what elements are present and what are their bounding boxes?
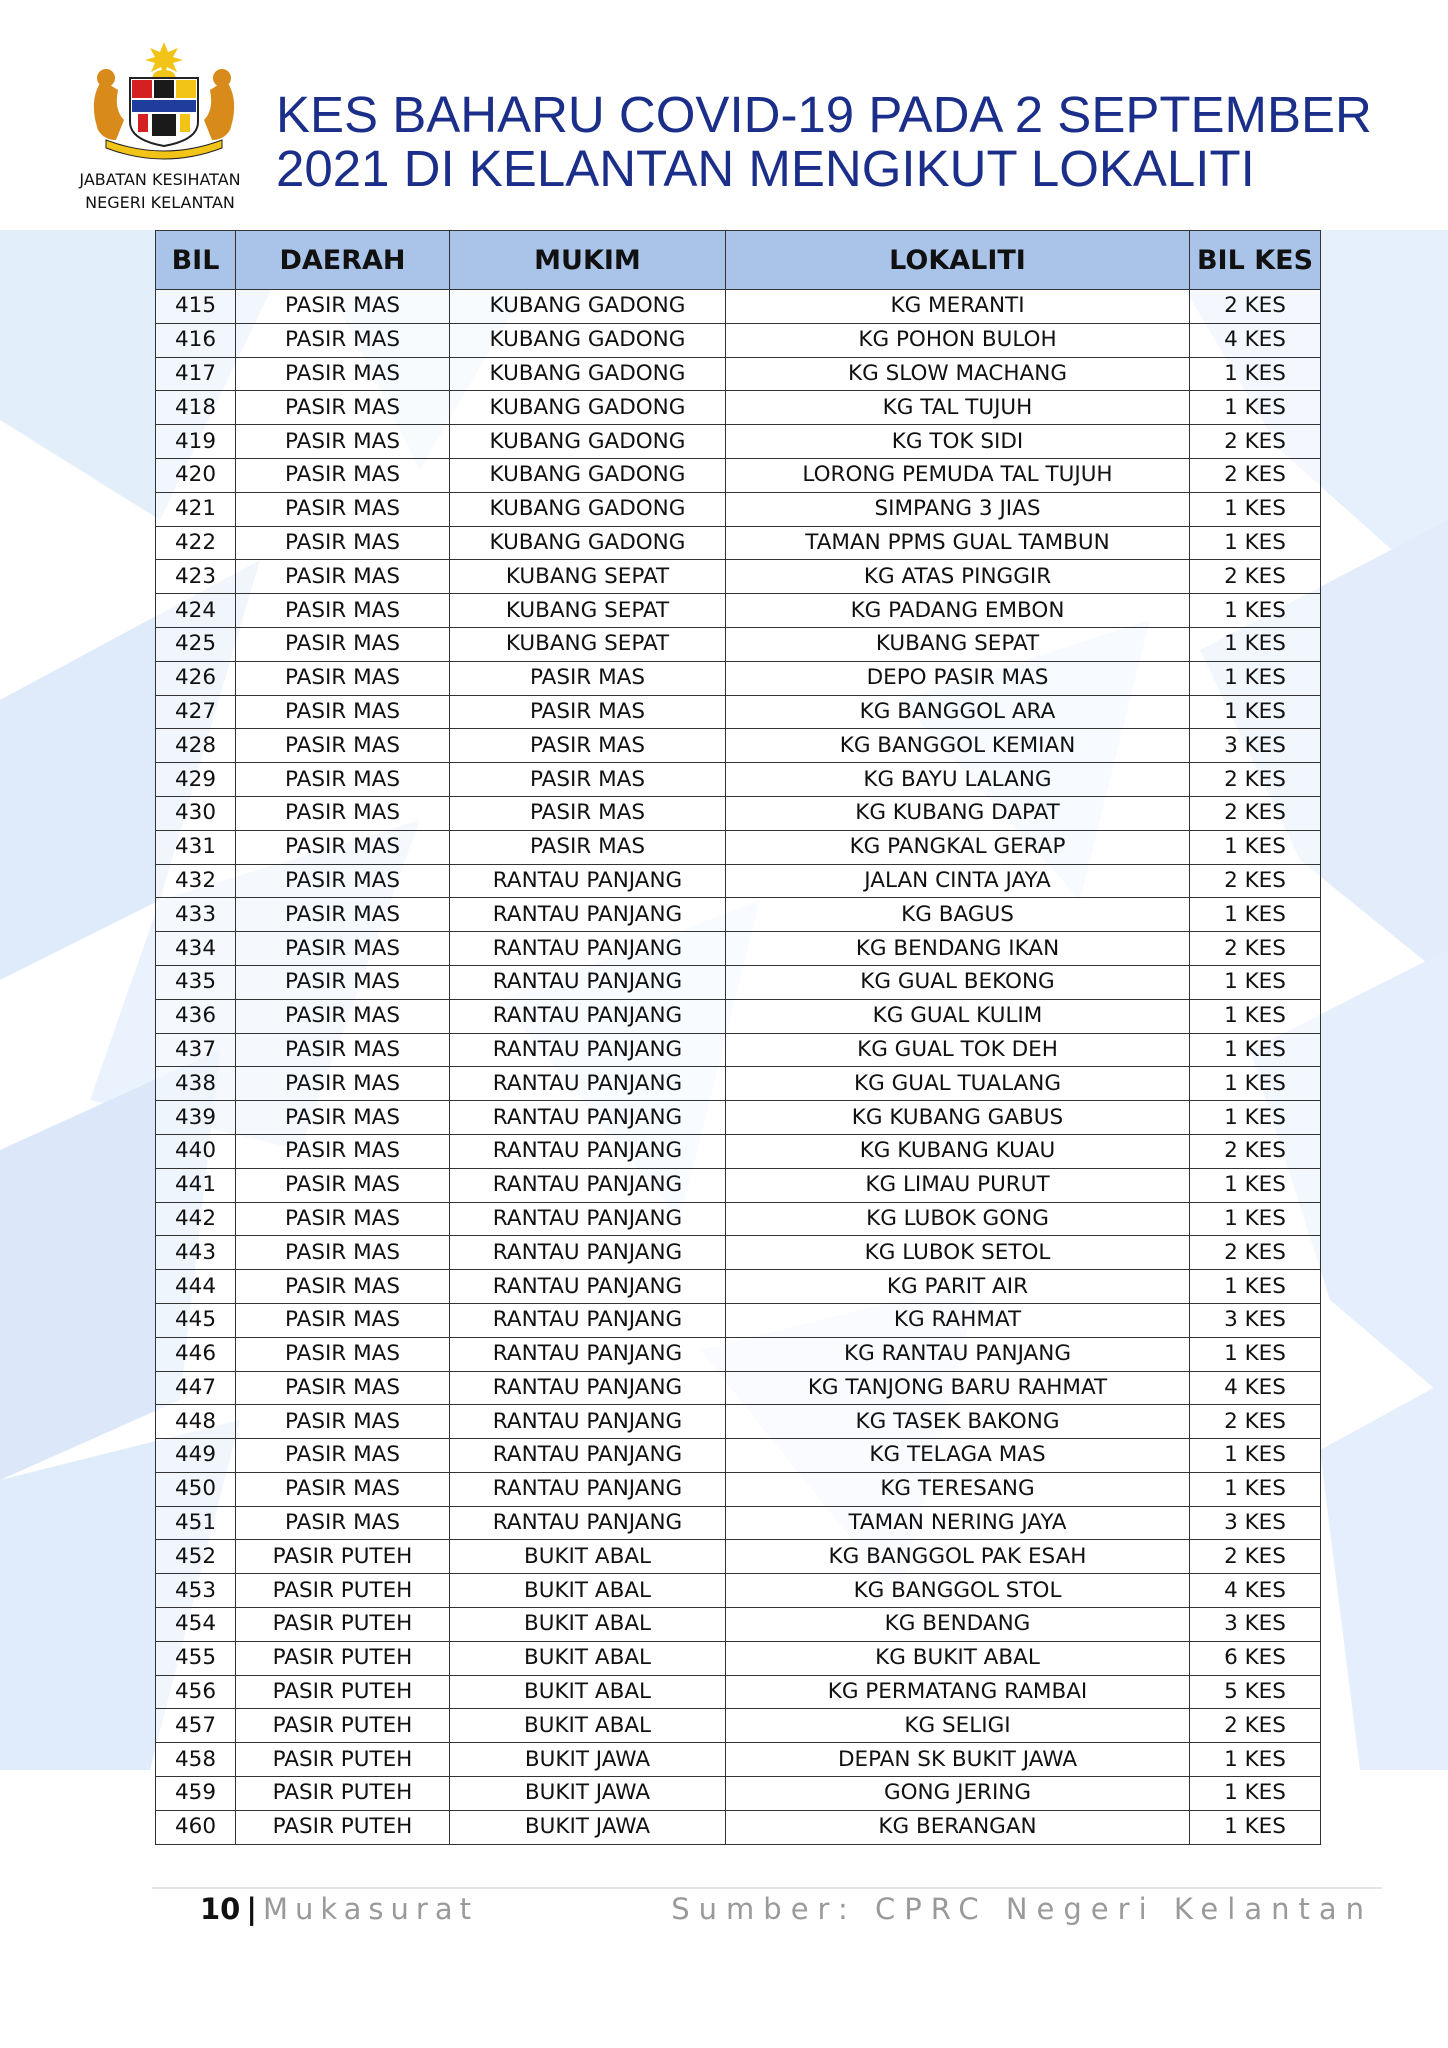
cell-mukim: RANTAU PANJANG (450, 898, 726, 932)
cell-mukim: RANTAU PANJANG (450, 864, 726, 898)
cell-daerah: PASIR MAS (236, 1101, 450, 1135)
cell-daerah: PASIR PUTEH (236, 1743, 450, 1777)
cell-mukim: RANTAU PANJANG (450, 1067, 726, 1101)
cell-lokaliti: KG PANGKAL GERAP (726, 830, 1190, 864)
cell-bil: 460 (156, 1810, 236, 1844)
cell-daerah: PASIR MAS (236, 526, 450, 560)
cell-daerah: PASIR MAS (236, 425, 450, 459)
cell-bil: 427 (156, 695, 236, 729)
cell-lokaliti: DEPO PASIR MAS (726, 661, 1190, 695)
cell-daerah: PASIR MAS (236, 1067, 450, 1101)
agency-name-line1: JABATAN KESIHATAN (79, 170, 241, 189)
cell-lokaliti: KG BENDANG IKAN (726, 932, 1190, 966)
table-row (156, 1540, 1321, 1574)
cell-daerah: PASIR MAS (236, 1236, 450, 1270)
cell-mukim: BUKIT ABAL (450, 1675, 726, 1709)
table-row (156, 1202, 1321, 1236)
cell-mukim: KUBANG GADONG (450, 425, 726, 459)
cell-mukim: RANTAU PANJANG (450, 1236, 726, 1270)
cell-bil: 456 (156, 1675, 236, 1709)
column-header-mukim: MUKIM (450, 231, 726, 290)
footer-divider (152, 1887, 1382, 1889)
cell-bil: 437 (156, 1033, 236, 1067)
cell-bil-kes: 1 KES (1190, 1337, 1321, 1371)
cell-lokaliti: KG SLOW MACHANG (726, 357, 1190, 391)
cell-daerah: PASIR MAS (236, 1371, 450, 1405)
cell-daerah: PASIR MAS (236, 290, 450, 324)
cell-lokaliti: KG BAGUS (726, 898, 1190, 932)
table-row (156, 1641, 1321, 1675)
cell-daerah: PASIR MAS (236, 594, 450, 628)
cell-daerah: PASIR MAS (236, 695, 450, 729)
cell-daerah: PASIR MAS (236, 391, 450, 425)
cell-mukim: BUKIT JAWA (450, 1743, 726, 1777)
cell-bil: 435 (156, 965, 236, 999)
cell-daerah: PASIR PUTEH (236, 1777, 450, 1811)
cell-bil: 415 (156, 290, 236, 324)
table-row (156, 661, 1321, 695)
cell-bil-kes: 1 KES (1190, 492, 1321, 526)
cell-bil-kes: 2 KES (1190, 425, 1321, 459)
cell-lokaliti: KG KUBANG DAPAT (726, 796, 1190, 830)
page-label: Mukasurat (262, 1892, 478, 1926)
cell-bil-kes: 2 KES (1190, 1405, 1321, 1439)
cell-bil-kes: 2 KES (1190, 796, 1321, 830)
cell-daerah: PASIR PUTEH (236, 1608, 450, 1642)
cell-bil-kes: 1 KES (1190, 1777, 1321, 1811)
cell-lokaliti: KG GUAL TOK DEH (726, 1033, 1190, 1067)
cell-lokaliti: KG LUBOK SETOL (726, 1236, 1190, 1270)
cell-bil-kes: 1 KES (1190, 391, 1321, 425)
cell-bil-kes: 1 KES (1190, 1439, 1321, 1473)
cell-bil-kes: 3 KES (1190, 1303, 1321, 1337)
cell-mukim: RANTAU PANJANG (450, 1270, 726, 1304)
cell-bil: 421 (156, 492, 236, 526)
table-row (156, 1472, 1321, 1506)
cell-mukim: RANTAU PANJANG (450, 1202, 726, 1236)
cell-bil: 448 (156, 1405, 236, 1439)
cell-bil: 423 (156, 560, 236, 594)
table-row (156, 458, 1321, 492)
cell-lokaliti: GONG JERING (726, 1777, 1190, 1811)
cell-lokaliti: LORONG PEMUDA TAL TUJUH (726, 458, 1190, 492)
cell-mukim: BUKIT JAWA (450, 1777, 726, 1811)
cell-bil-kes: 3 KES (1190, 1608, 1321, 1642)
cell-mukim: BUKIT ABAL (450, 1540, 726, 1574)
cell-lokaliti: KG RANTAU PANJANG (726, 1337, 1190, 1371)
table-row (156, 695, 1321, 729)
cell-lokaliti: KG PERMATANG RAMBAI (726, 1675, 1190, 1709)
cell-mukim: KUBANG GADONG (450, 323, 726, 357)
cell-daerah: PASIR MAS (236, 323, 450, 357)
column-header-bil: BIL (156, 231, 236, 290)
cell-bil-kes: 1 KES (1190, 1033, 1321, 1067)
cell-bil-kes: 1 KES (1190, 965, 1321, 999)
cell-daerah: PASIR MAS (236, 830, 450, 864)
cell-bil: 443 (156, 1236, 236, 1270)
cell-daerah: PASIR MAS (236, 458, 450, 492)
cell-mukim: KUBANG GADONG (450, 526, 726, 560)
cell-bil-kes: 1 KES (1190, 1472, 1321, 1506)
table-row (156, 1743, 1321, 1777)
cell-bil-kes: 1 KES (1190, 1168, 1321, 1202)
table-header (156, 231, 1321, 290)
cell-bil: 431 (156, 830, 236, 864)
cell-daerah: PASIR MAS (236, 1202, 450, 1236)
cell-lokaliti: KG BAYU LALANG (726, 763, 1190, 797)
cell-daerah: PASIR MAS (236, 1439, 450, 1473)
cell-bil-kes: 5 KES (1190, 1675, 1321, 1709)
cell-lokaliti: KG MERANTI (726, 290, 1190, 324)
coat-of-arms-icon (82, 40, 246, 160)
cell-lokaliti: KG LUBOK GONG (726, 1202, 1190, 1236)
cell-daerah: PASIR MAS (236, 1472, 450, 1506)
table-row (156, 999, 1321, 1033)
cell-daerah: PASIR MAS (236, 661, 450, 695)
cell-daerah: PASIR MAS (236, 1033, 450, 1067)
cell-bil: 446 (156, 1337, 236, 1371)
cell-mukim: KUBANG GADONG (450, 458, 726, 492)
cell-lokaliti: KUBANG SEPAT (726, 627, 1190, 661)
table-row (156, 1506, 1321, 1540)
cell-bil: 426 (156, 661, 236, 695)
cell-daerah: PASIR MAS (236, 1270, 450, 1304)
cell-mukim: RANTAU PANJANG (450, 1506, 726, 1540)
cell-bil: 429 (156, 763, 236, 797)
cell-bil-kes: 1 KES (1190, 695, 1321, 729)
cell-bil-kes: 1 KES (1190, 661, 1321, 695)
cell-bil: 436 (156, 999, 236, 1033)
cell-mukim: RANTAU PANJANG (450, 1405, 726, 1439)
cell-bil-kes: 1 KES (1190, 526, 1321, 560)
cell-bil: 450 (156, 1472, 236, 1506)
cell-bil: 428 (156, 729, 236, 763)
cell-mukim: KUBANG SEPAT (450, 594, 726, 628)
cell-bil-kes: 1 KES (1190, 1101, 1321, 1135)
table-row (156, 1134, 1321, 1168)
cell-lokaliti: KG BENDANG (726, 1608, 1190, 1642)
table-row (156, 1101, 1321, 1135)
table-row (156, 425, 1321, 459)
cell-bil: 422 (156, 526, 236, 560)
table-row (156, 560, 1321, 594)
cell-bil: 438 (156, 1067, 236, 1101)
cell-daerah: PASIR MAS (236, 492, 450, 526)
cell-bil-kes: 4 KES (1190, 1371, 1321, 1405)
agency-name-line2: NEGERI KELANTAN (85, 193, 235, 212)
table-row (156, 1033, 1321, 1067)
cell-lokaliti: KG LIMAU PURUT (726, 1168, 1190, 1202)
column-header-daerah: DAERAH (236, 231, 450, 290)
cell-bil-kes: 1 KES (1190, 357, 1321, 391)
cell-mukim: RANTAU PANJANG (450, 999, 726, 1033)
cell-daerah: PASIR MAS (236, 1168, 450, 1202)
table-row (156, 1709, 1321, 1743)
cell-mukim: PASIR MAS (450, 661, 726, 695)
cell-daerah: PASIR MAS (236, 864, 450, 898)
cell-bil: 425 (156, 627, 236, 661)
table-row (156, 898, 1321, 932)
cell-bil: 455 (156, 1641, 236, 1675)
cell-daerah: PASIR MAS (236, 1134, 450, 1168)
table-row (156, 323, 1321, 357)
cell-lokaliti: KG BANGGOL PAK ESAH (726, 1540, 1190, 1574)
cell-lokaliti: KG BANGGOL KEMIAN (726, 729, 1190, 763)
cell-lokaliti: KG GUAL BEKONG (726, 965, 1190, 999)
cell-mukim: PASIR MAS (450, 729, 726, 763)
cell-bil-kes: 1 KES (1190, 1810, 1321, 1844)
cell-lokaliti: KG SELIGI (726, 1709, 1190, 1743)
cell-lokaliti: KG TERESANG (726, 1472, 1190, 1506)
table-row (156, 1303, 1321, 1337)
cell-lokaliti: KG GUAL TUALANG (726, 1067, 1190, 1101)
cell-daerah: PASIR PUTEH (236, 1540, 450, 1574)
table-row (156, 1574, 1321, 1608)
cell-lokaliti: TAMAN PPMS GUAL TAMBUN (726, 526, 1190, 560)
table-row (156, 290, 1321, 324)
agency-name (55, 168, 265, 214)
cell-lokaliti: KG BANGGOL STOL (726, 1574, 1190, 1608)
cell-bil-kes: 1 KES (1190, 627, 1321, 661)
page-header (0, 0, 1448, 230)
cell-lokaliti: KG PADANG EMBON (726, 594, 1190, 628)
header-row (156, 231, 1321, 290)
cell-bil: 454 (156, 1608, 236, 1642)
cell-bil-kes: 2 KES (1190, 1236, 1321, 1270)
table-row (156, 864, 1321, 898)
cell-bil-kes: 1 KES (1190, 830, 1321, 864)
table-row (156, 830, 1321, 864)
table-row (156, 1168, 1321, 1202)
table-row (156, 1608, 1321, 1642)
cell-bil-kes: 4 KES (1190, 1574, 1321, 1608)
cell-daerah: PASIR PUTEH (236, 1810, 450, 1844)
cell-bil: 430 (156, 796, 236, 830)
cell-bil-kes: 1 KES (1190, 1270, 1321, 1304)
cell-bil: 449 (156, 1439, 236, 1473)
cell-bil-kes: 1 KES (1190, 1743, 1321, 1777)
cell-bil-kes: 4 KES (1190, 323, 1321, 357)
cell-mukim: PASIR MAS (450, 830, 726, 864)
cell-lokaliti: KG RAHMAT (726, 1303, 1190, 1337)
cell-daerah: PASIR MAS (236, 932, 450, 966)
cell-lokaliti: KG PARIT AIR (726, 1270, 1190, 1304)
cell-mukim: RANTAU PANJANG (450, 1472, 726, 1506)
cell-bil: 420 (156, 458, 236, 492)
cell-bil: 419 (156, 425, 236, 459)
table-row (156, 1777, 1321, 1811)
cell-mukim: RANTAU PANJANG (450, 1134, 726, 1168)
cell-bil: 452 (156, 1540, 236, 1574)
table-body (156, 290, 1321, 1845)
cell-bil: 444 (156, 1270, 236, 1304)
cell-mukim: RANTAU PANJANG (450, 1101, 726, 1135)
cell-bil: 439 (156, 1101, 236, 1135)
cell-lokaliti: DEPAN SK BUKIT JAWA (726, 1743, 1190, 1777)
cell-bil-kes: 1 KES (1190, 999, 1321, 1033)
table-row (156, 526, 1321, 560)
cell-mukim: KUBANG GADONG (450, 492, 726, 526)
cell-lokaliti: KG BUKIT ABAL (726, 1641, 1190, 1675)
cell-daerah: PASIR MAS (236, 1303, 450, 1337)
page-number-value: 10 (200, 1892, 241, 1926)
cell-mukim: KUBANG SEPAT (450, 560, 726, 594)
cell-bil-kes: 2 KES (1190, 763, 1321, 797)
cell-daerah: PASIR MAS (236, 965, 450, 999)
cell-lokaliti: KG TASEK BAKONG (726, 1405, 1190, 1439)
cell-lokaliti: KG POHON BULOH (726, 323, 1190, 357)
cell-mukim: RANTAU PANJANG (450, 1371, 726, 1405)
cell-mukim: KUBANG GADONG (450, 357, 726, 391)
table-row (156, 1337, 1321, 1371)
cell-bil-kes: 2 KES (1190, 560, 1321, 594)
cell-mukim: KUBANG SEPAT (450, 627, 726, 661)
table-row (156, 1270, 1321, 1304)
cell-mukim: RANTAU PANJANG (450, 1168, 726, 1202)
cell-bil-kes: 2 KES (1190, 864, 1321, 898)
table-row (156, 1371, 1321, 1405)
cell-bil-kes: 3 KES (1190, 729, 1321, 763)
cell-bil: 434 (156, 932, 236, 966)
cell-daerah: PASIR MAS (236, 560, 450, 594)
cell-bil: 433 (156, 898, 236, 932)
cell-bil: 424 (156, 594, 236, 628)
cell-bil-kes: 1 KES (1190, 898, 1321, 932)
cell-bil: 453 (156, 1574, 236, 1608)
cell-bil-kes: 2 KES (1190, 932, 1321, 966)
cell-bil-kes: 1 KES (1190, 1202, 1321, 1236)
cell-bil-kes: 2 KES (1190, 1709, 1321, 1743)
cell-lokaliti: SIMPANG 3 JIAS (726, 492, 1190, 526)
cell-mukim: RANTAU PANJANG (450, 1303, 726, 1337)
cell-mukim: BUKIT ABAL (450, 1709, 726, 1743)
cell-mukim: RANTAU PANJANG (450, 932, 726, 966)
cell-mukim: PASIR MAS (450, 796, 726, 830)
cell-mukim: KUBANG GADONG (450, 391, 726, 425)
cell-lokaliti: KG KUBANG GABUS (726, 1101, 1190, 1135)
column-header-bil-kes: BIL KES (1190, 231, 1321, 290)
table-row (156, 627, 1321, 661)
cell-mukim: RANTAU PANJANG (450, 1439, 726, 1473)
cell-daerah: PASIR MAS (236, 1337, 450, 1371)
cell-bil: 417 (156, 357, 236, 391)
cell-daerah: PASIR MAS (236, 1506, 450, 1540)
cell-daerah: PASIR MAS (236, 999, 450, 1033)
cell-mukim: BUKIT ABAL (450, 1608, 726, 1642)
cell-daerah: PASIR MAS (236, 627, 450, 661)
cell-lokaliti: KG TOK SIDI (726, 425, 1190, 459)
cell-bil: 440 (156, 1134, 236, 1168)
cell-bil-kes: 2 KES (1190, 458, 1321, 492)
table-row (156, 1405, 1321, 1439)
cell-mukim: BUKIT JAWA (450, 1810, 726, 1844)
page-title (276, 88, 1376, 196)
table-row (156, 965, 1321, 999)
cell-mukim: RANTAU PANJANG (450, 1337, 726, 1371)
table-row (156, 1067, 1321, 1101)
cell-bil: 458 (156, 1743, 236, 1777)
cell-bil: 447 (156, 1371, 236, 1405)
cell-mukim: RANTAU PANJANG (450, 965, 726, 999)
table-row (156, 796, 1321, 830)
cell-bil: 441 (156, 1168, 236, 1202)
cell-bil-kes: 2 KES (1190, 1540, 1321, 1574)
cell-mukim: BUKIT ABAL (450, 1574, 726, 1608)
page-title-line2: 2021 DI KELANTAN MENGIKUT LOKALITI (276, 140, 1255, 197)
cell-bil: 442 (156, 1202, 236, 1236)
cell-lokaliti: KG GUAL KULIM (726, 999, 1190, 1033)
cell-bil-kes: 2 KES (1190, 290, 1321, 324)
table-row (156, 1439, 1321, 1473)
cell-bil-kes: 1 KES (1190, 594, 1321, 628)
cell-daerah: PASIR MAS (236, 729, 450, 763)
page-number (200, 1892, 478, 1926)
cell-bil-kes: 6 KES (1190, 1641, 1321, 1675)
cell-daerah: PASIR MAS (236, 796, 450, 830)
table-row (156, 594, 1321, 628)
cell-bil: 451 (156, 1506, 236, 1540)
cell-bil: 432 (156, 864, 236, 898)
cell-lokaliti: KG TANJONG BARU RAHMAT (726, 1371, 1190, 1405)
table-row (156, 1810, 1321, 1844)
page-separator: | (246, 1892, 257, 1926)
cell-bil: 457 (156, 1709, 236, 1743)
cell-daerah: PASIR MAS (236, 1405, 450, 1439)
locality-cases-table (155, 230, 1321, 1845)
cell-bil: 416 (156, 323, 236, 357)
cell-lokaliti: KG KUBANG KUAU (726, 1134, 1190, 1168)
cell-bil: 418 (156, 391, 236, 425)
cell-bil-kes: 1 KES (1190, 1067, 1321, 1101)
cell-lokaliti: KG BERANGAN (726, 1810, 1190, 1844)
cell-lokaliti: JALAN CINTA JAYA (726, 864, 1190, 898)
column-header-lokaliti: LOKALITI (726, 231, 1190, 290)
cell-daerah: PASIR PUTEH (236, 1641, 450, 1675)
cell-daerah: PASIR MAS (236, 357, 450, 391)
table-row (156, 357, 1321, 391)
cell-bil: 445 (156, 1303, 236, 1337)
cell-lokaliti: TAMAN NERING JAYA (726, 1506, 1190, 1540)
cell-daerah: PASIR MAS (236, 763, 450, 797)
cell-lokaliti: KG BANGGOL ARA (726, 695, 1190, 729)
cell-daerah: PASIR PUTEH (236, 1675, 450, 1709)
cell-mukim: PASIR MAS (450, 695, 726, 729)
cell-bil-kes: 2 KES (1190, 1134, 1321, 1168)
cell-lokaliti: KG TELAGA MAS (726, 1439, 1190, 1473)
cell-mukim: BUKIT ABAL (450, 1641, 726, 1675)
cell-mukim: PASIR MAS (450, 763, 726, 797)
source-note: Sumber: CPRC Negeri Kelantan (671, 1892, 1373, 1926)
cell-bil: 459 (156, 1777, 236, 1811)
cell-daerah: PASIR PUTEH (236, 1574, 450, 1608)
cell-daerah: PASIR MAS (236, 898, 450, 932)
table-row (156, 763, 1321, 797)
table-row (156, 1675, 1321, 1709)
table-row (156, 391, 1321, 425)
table-row (156, 932, 1321, 966)
table-row (156, 1236, 1321, 1270)
table-row (156, 729, 1321, 763)
page-title-line1: KES BAHARU COVID-19 PADA 2 SEPTEMBER (276, 86, 1372, 143)
cell-lokaliti: KG ATAS PINGGIR (726, 560, 1190, 594)
cell-mukim: KUBANG GADONG (450, 290, 726, 324)
cell-bil-kes: 3 KES (1190, 1506, 1321, 1540)
cell-mukim: RANTAU PANJANG (450, 1033, 726, 1067)
table-row (156, 492, 1321, 526)
cell-lokaliti: KG TAL TUJUH (726, 391, 1190, 425)
cell-daerah: PASIR PUTEH (236, 1709, 450, 1743)
